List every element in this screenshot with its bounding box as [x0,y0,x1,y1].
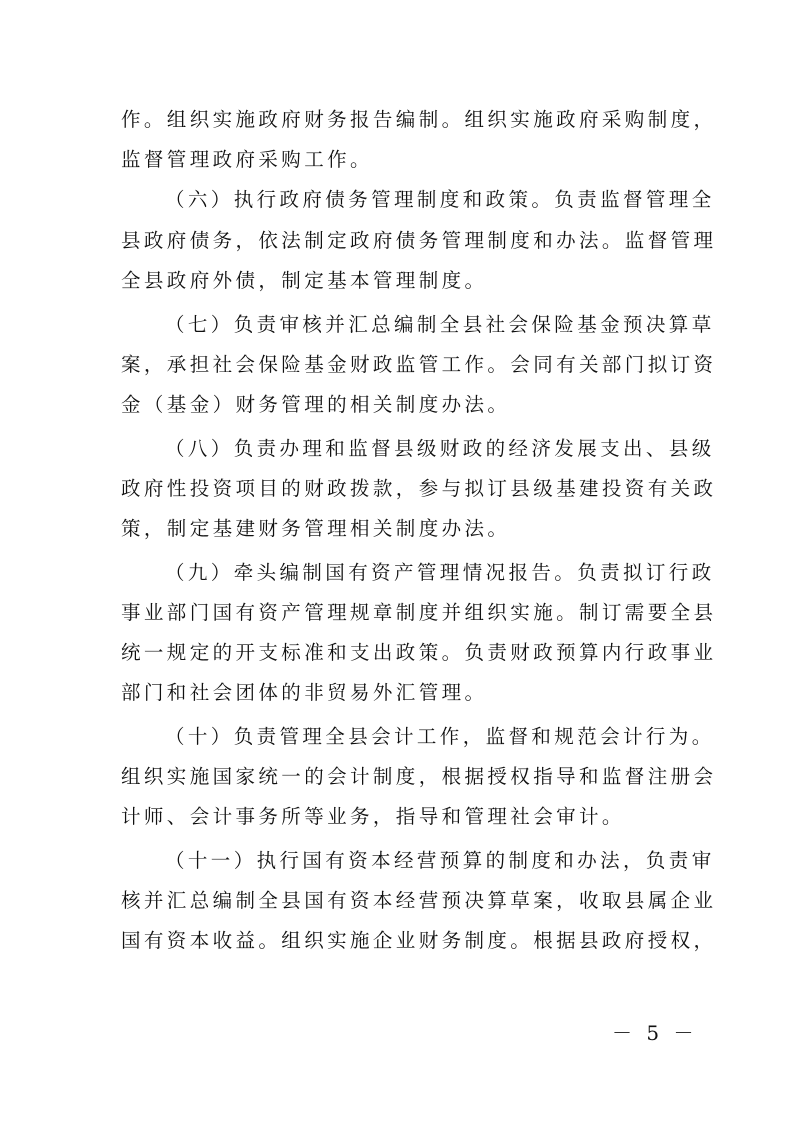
body-text-line: 政府性投资项目的财政拨款，参与拟订县级基建投资有关政 [121,477,717,500]
body-text-line: 策，制定基建财务管理相关制度办法。 [121,517,511,540]
body-text-line: 全县政府外债，制定基本管理制度。 [121,269,488,292]
paragraph-first-line: （八）负责办理和监督县级财政的经济发展支出、县级 [165,437,715,460]
body-text-line: 核并汇总编制全县国有资本经营预决算草案，收取县属企业 [121,889,717,912]
body-text-line: 监督管理政府采购工作。 [121,148,373,171]
body-text-line: 部门和社会团体的非贸易外汇管理。 [121,681,488,704]
body-text-line: 统一规定的开支标准和支出政策。负责财政预算内行政事业 [121,641,717,664]
page-number: － 5 － [612,1021,698,1045]
paragraph-first-line: （九）牵头编制国有资产管理情况报告。负责拟订行政 [165,561,715,584]
body-text-line: 计师、会计事务所等业务，指导和管理社会审计。 [121,805,625,828]
paragraph-first-line: （十一）执行国有资本经营预算的制度和办法，负责审 [165,849,715,872]
body-text-line: 金（基金）财务管理的相关制度办法。 [121,393,511,416]
paragraph-first-line: （七）负责审核并汇总编制全县社会保险基金预决算草 [165,313,715,336]
body-text-line: 作。组织实施政府财务报告编制。组织实施政府采购制度， [121,108,717,131]
body-text-line: 国有资本收益。组织实施企业财务制度。根据县政府授权， [121,929,717,952]
paragraph-first-line: （十）负责管理全县会计工作，监督和规范会计行为。 [165,725,715,748]
body-text-line: 事业部门国有资产管理规章制度并组织实施。制订需要全县 [121,601,717,624]
body-text-line: 组织实施国家统一的会计制度，根据授权指导和监督注册会 [121,765,717,788]
paragraph-first-line: （六）执行政府债务管理制度和政策。负责监督管理全 [165,188,715,211]
body-text-line: 案，承担社会保险基金财政监管工作。会同有关部门拟订资 [121,353,717,376]
body-text-line: 县政府债务，依法制定政府债务管理制度和办法。监督管理 [121,229,717,252]
